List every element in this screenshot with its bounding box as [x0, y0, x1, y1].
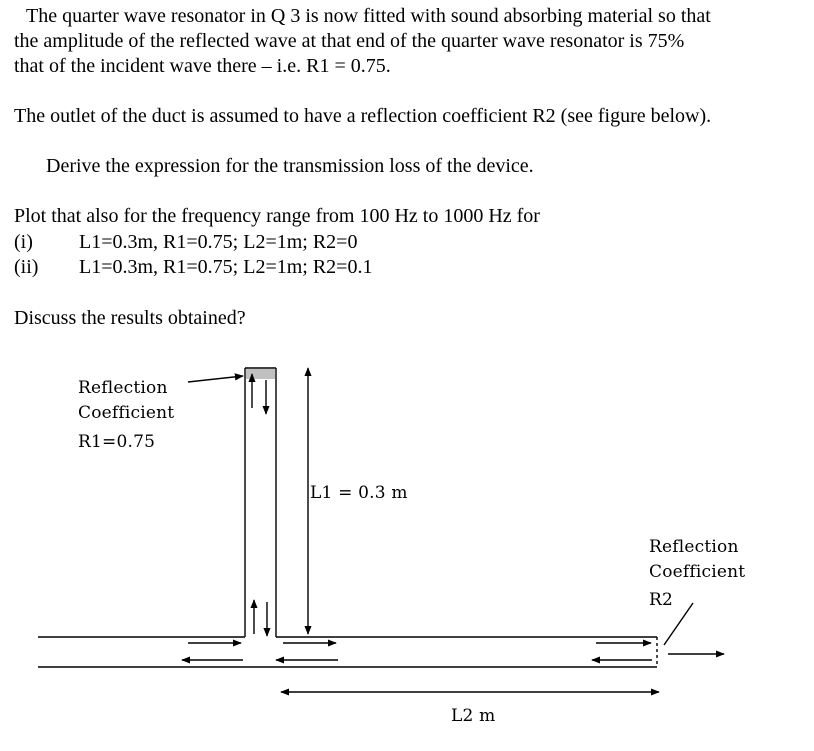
r1-label-line-1: Reflection — [78, 378, 168, 398]
discuss-question: Discuss the results obtained? — [14, 307, 246, 329]
plot-instruction: Plot that also for the frequency range from 100 Hz to 1000 Hz for — [14, 205, 540, 227]
r1-value: R1=0.75 — [78, 432, 156, 452]
case-marker-ii: (ii) — [14, 256, 39, 278]
outlet-text: The outlet of the duct is assumed to have a reflection coefficient R2 (see figure below). — [14, 105, 712, 127]
r2-label-line-2: Coefficient — [649, 562, 746, 582]
r2-value: R2 — [649, 590, 674, 610]
case-text-i: L1=0.3m, R1=0.75; L2=1m; R2=0 — [79, 231, 358, 253]
l2-label: L2 m — [451, 706, 496, 726]
problem-line-1: The quarter wave resonator in Q 3 is now fitted with sound absorbing material so that — [26, 5, 711, 27]
r1-label-line-2: Coefficient — [78, 403, 175, 423]
problem-line-3: that of the incident wave there – i.e. R1 = 0.75. — [14, 55, 391, 77]
l1-label: L1 = 0.3 m — [310, 483, 408, 503]
case-text-ii: L1=0.3m, R1=0.75; L2=1m; R2=0.1 — [79, 256, 373, 278]
absorbing-material — [246, 369, 275, 379]
derive-instruction: Derive the expression for the transmission loss of the device. — [46, 155, 534, 177]
case-marker-i: (i) — [14, 231, 33, 253]
problem-line-2: the amplitude of the reflected wave at that end of the quarter wave resonator is 75% — [14, 30, 685, 52]
r2-label-line-1: Reflection — [649, 537, 739, 557]
r1-pointer-arrow — [188, 376, 243, 382]
